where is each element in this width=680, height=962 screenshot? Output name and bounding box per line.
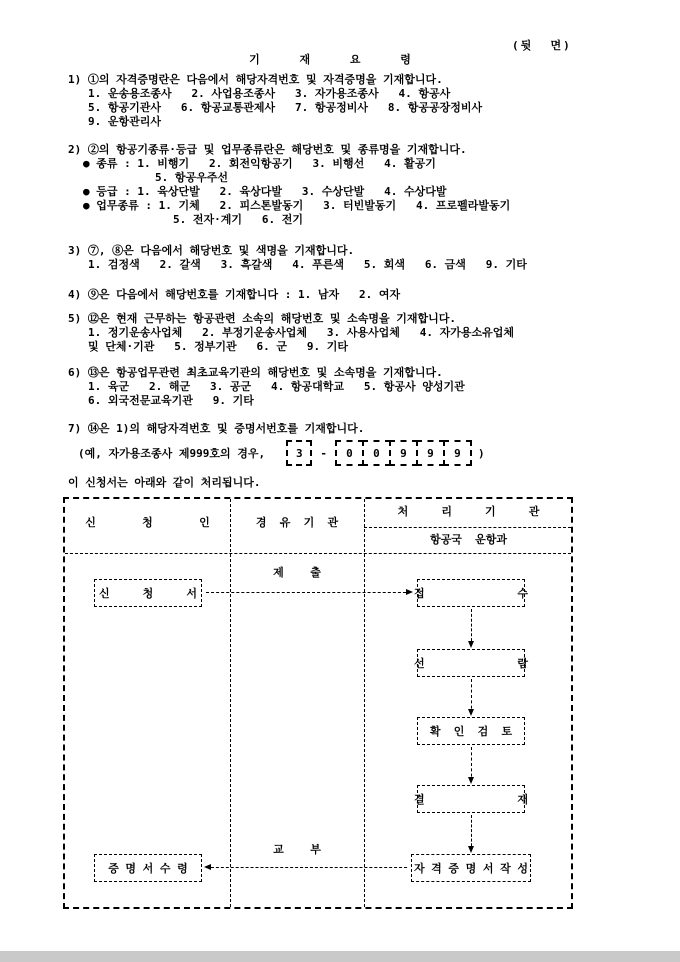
processing-dept-subheader: 항공국 운항과 (429, 533, 507, 546)
section-2 (68, 143, 510, 227)
flow-arrow-approval-to-preparation (471, 815, 472, 851)
arrow-head-down (468, 641, 474, 648)
section-7-heading: 7) ⑭은 1)의 해당자격번호 및 증명서번호를 기재합니다. (68, 422, 365, 435)
section-6-heading: 6) ⑬은 항공업무관련 최초교육기관의 해당번호 및 소속명을 기재합니다. (68, 366, 443, 379)
node-certificate-received: 증 명 서 수 령 (94, 854, 202, 882)
node-certificate-preparation: 자 격 증 명 서 작 성 (411, 854, 531, 882)
section-1 (68, 73, 482, 129)
example-suffix: ) (477, 446, 485, 460)
section-1-items-line-1: 1. 운송용조종사 2. 사업용조종사 3. 자가용조종사 4. 항공사 (88, 87, 451, 100)
arrow-head-left (204, 864, 211, 870)
section-2-duty-line: ● 업무종류 : 1. 기체 2. 피스톤발동기 3. 터빈발동기 4. 프로펠라발동기 (83, 199, 511, 212)
section-5 (68, 312, 514, 354)
section-2-class-line: ● 등급 : 1. 육상단발 2. 육상다발 3. 수상단발 4. 수상다발 (83, 185, 447, 198)
section-5-heading: 5) ⑫은 현재 근무하는 항공관련 소속의 해당번호 및 소속명을 기재합니다. (68, 312, 456, 325)
scan-edge-artifact (0, 951, 680, 962)
section-7 (68, 422, 364, 436)
flow-arrow-receipt-to-review (471, 609, 472, 646)
issue-label: 교 부 (273, 843, 321, 856)
section-2-heading: 2) ②의 항공기종류·등급 및 업무종류란은 해당번호 및 종류명을 기재합니다. (68, 143, 467, 156)
node-receipt: 접 수 (417, 579, 525, 607)
section-2-duty-line-cont: 5. 전자·계기 6. 전기 (173, 213, 303, 226)
example-separator: - (320, 446, 327, 460)
issue-arrow (206, 867, 407, 868)
digit-box: 9 (389, 440, 418, 466)
via-agency-column-header: 경 유 기 관 (255, 516, 339, 529)
section-3-heading: 3) ⑦, ⑧은 다음에서 해당번호 및 색명을 기재합니다. (68, 244, 355, 257)
arrow-head-down (468, 777, 474, 784)
applicant-column-header: 신 청 인 (85, 516, 210, 529)
digit-box: 0 (362, 440, 391, 466)
arrow-head-down (468, 846, 474, 853)
page-title: 기 재 요 령 (249, 53, 411, 66)
node-confirm-review: 확 인 검 토 (417, 717, 525, 745)
digit-box: 9 (416, 440, 445, 466)
processing-flowchart (63, 497, 573, 909)
section-1-items-line-3: 9. 운항관리사 (88, 115, 161, 128)
section-3-items-line: 1. 검정색 2. 갈색 3. 흑갈색 4. 푸른색 5. 회색 6. 금색 9. 기타 (88, 258, 527, 271)
digit-box: 9 (443, 440, 472, 466)
example-prefix: (예, 자가용조종사 제999호의 경우, (78, 447, 279, 460)
flow-arrow-check-to-approval (471, 747, 472, 782)
section-3 (68, 244, 527, 272)
section-2-type-line-cont: 5. 항공우주선 (155, 171, 228, 184)
section-5-items-line-1: 1. 정기운송사업체 2. 부정기운송사업체 3. 사용사업체 4. 자가용소유업체 (88, 326, 514, 339)
page-side-note: (뒷 면) (512, 39, 572, 52)
column-divider-2 (364, 499, 365, 907)
qualification-number-box: 3 (286, 440, 312, 466)
section-4 (68, 288, 400, 302)
section-6-items-line-1: 1. 육군 2. 해군 3. 공군 4. 항공대학교 5. 항공사 양성기관 (88, 380, 465, 393)
node-approval: 결 재 (417, 785, 525, 813)
process-intro: 이 신청서는 아래와 같이 처리됩니다. (68, 476, 261, 489)
section-1-heading: 1) ①의 자격증명란은 다음에서 해당자격번호 및 자격증명을 기재합니다. (68, 73, 443, 86)
section-2-type-line: ● 종류 : 1. 비행기 2. 회전익항공기 3. 비행선 4. 활공기 (83, 157, 436, 170)
section-4-heading: 4) ⑨은 다음에서 해당번호를 기재합니다 : 1. 남자 2. 여자 (68, 288, 401, 301)
certificate-number-example (78, 440, 485, 466)
arrow-head-down (468, 709, 474, 716)
submit-label: 제 출 (273, 566, 321, 579)
node-preliminary-review: 선 람 (417, 649, 525, 677)
header-row-divider (65, 553, 571, 554)
processing-header-divider (364, 527, 571, 528)
section-5-items-line-2: 및 단체·기관 5. 정부기관 6. 군 9. 기타 (88, 340, 348, 353)
section-6 (68, 366, 465, 408)
section-6-items-line-2: 6. 외국전문교육기관 9. 기타 (88, 394, 254, 407)
certificate-number-boxes (335, 440, 472, 466)
processing-agency-column-header: 처 리 기 관 (397, 505, 540, 518)
digit-box: 0 (335, 440, 364, 466)
flow-arrow-review-to-check (471, 679, 472, 714)
node-application: 신 청 서 (94, 579, 202, 607)
arrow-head-right (406, 589, 413, 595)
submit-arrow (206, 592, 411, 593)
section-1-items-line-2: 5. 항공기관사 6. 항공교통관제사 7. 항공정비사 8. 항공공장정비사 (88, 101, 483, 114)
